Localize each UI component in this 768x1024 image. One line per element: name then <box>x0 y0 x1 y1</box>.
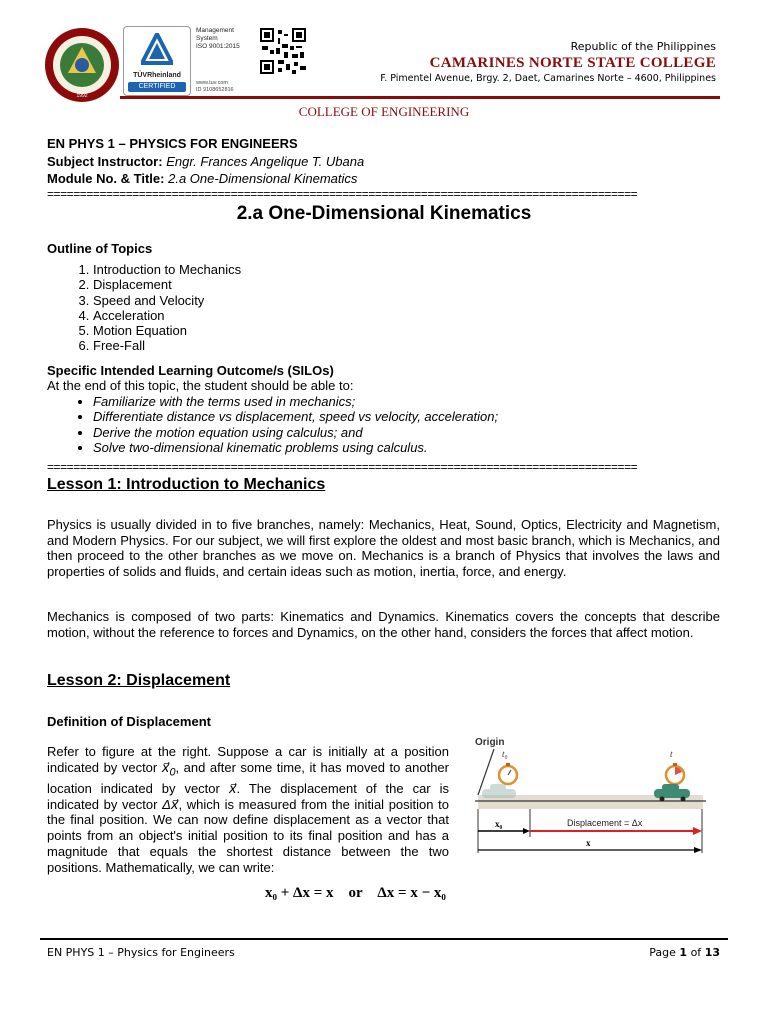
stopwatch-icon <box>499 763 517 784</box>
course-title: EN PHYS 1 – PHYSICS FOR ENGINEERS <box>47 136 298 151</box>
separator-line: ========================================================================================== <box>47 461 638 473</box>
silo-item: • Solve two-dimensional kinematic problems using calculus. <box>93 440 498 455</box>
silo-list <box>47 394 498 455</box>
outline-item: 5. Motion Equation <box>93 323 241 338</box>
silo-item: • Differentiate distance vs displacement, speed vs velocity, acceleration; <box>93 409 498 424</box>
x0-label: x₀ <box>495 819 503 829</box>
lesson1-paragraph: Mechanics is composed of two parts: Kinematics and Dynamics. Kinematics covers the concepts that describe motion, without the reference to forces and Dynamics, on the other hand, considers the forces that affect motion. <box>47 609 720 640</box>
silo-item: • Derive the motion equation using calculus; and <box>93 425 498 440</box>
separator-line: ========================================================================================== <box>47 188 638 200</box>
definition-subheading: Definition of Displacement <box>47 714 211 729</box>
department-label: COLLEGE OF ENGINEERING <box>298 104 470 119</box>
svg-text:1992: 1992 <box>76 93 88 99</box>
silo-heading: Specific Intended Learning Outcome/s (SILOs) <box>47 363 334 378</box>
college-name: CAMARINES NORTE STATE COLLEGE <box>429 55 716 71</box>
displacement-figure <box>470 733 720 861</box>
college-seal-logo <box>44 27 120 103</box>
x-label: x <box>586 838 591 848</box>
outline-item: 3. Speed and Velocity <box>93 293 241 308</box>
car-initial-icon <box>482 784 516 798</box>
module-heading: 2.a One-Dimensional Kinematics <box>236 203 532 224</box>
tuv-certification-logo <box>123 26 191 96</box>
outline-item: 1. Introduction to Mechanics <box>93 262 241 277</box>
tuv-id-label: www.tuv.com ID 9108652816 <box>196 80 234 93</box>
instructor-line: Subject Instructor: Engr. Frances Angelique T. Ubana <box>47 154 365 169</box>
outline-item: 2. Displacement <box>93 277 241 292</box>
outline-item: 6. Free-Fall <box>93 338 241 353</box>
lesson1-paragraph: Physics is usually divided in to five branches, namely: Mechanics, Heat, Sound, Optics, Electricity and Magnetism, and Modern Physics. For our subject, we will first explore the oldest and most basic branch, which is Mechanics, and then proceed to the other branches as we move on. Mechanics is a branch of Physics that involves the laws and properties of solids and fluids, and certain ideas such as motion, inertia, force, and energy. <box>47 517 720 579</box>
t-label: t <box>670 749 673 759</box>
module-line: Module No. & Title: 2.a One-Dimensional Kinematics <box>47 171 358 186</box>
college-address: F. Pimentel Avenue, Brgy. 2, Daet, Camarines Norte – 4600, Philippines <box>380 73 716 84</box>
page-indicator: Page 1 of 13 <box>649 946 720 959</box>
qr-code-icon <box>260 28 306 74</box>
outline-item: 4. Acceleration <box>93 308 241 323</box>
displacement-paragraph: Refer to figure at the right. Suppose a car is initially at a position indicated by vector $x⃗_0$, and after some time, it has moved to another location indicated by vector x⃗. The displacement of the car is indicated by vector Δx⃗, which is measured from the initial position to the final position. We can now define displacement as a vector that points from an object's initial position to its final position and has a magnitude that equals the shortest distance between the two positions. Mathematically, we can write: <box>47 744 449 875</box>
lesson1-heading: Lesson 1: Introduction to Mechanics <box>47 476 326 493</box>
outline-heading: Outline of Topics <box>47 241 153 256</box>
tuv-triangle-icon <box>141 33 173 67</box>
silo-item: • Familiarize with the terms used in mechanics; <box>93 394 498 409</box>
outline-list <box>47 262 241 354</box>
displacement-label: Displacement = Δx <box>567 818 643 828</box>
footer-divider <box>40 938 728 940</box>
origin-label: Origin <box>475 737 505 748</box>
stopwatch-icon <box>666 763 684 784</box>
tuv-certified-badge: CERTIFIED <box>128 82 186 92</box>
republic-label: Republic of the Philippines <box>570 40 716 53</box>
management-system-label: Management System ISO 9001:2015 <box>196 27 240 50</box>
displacement-equation: x₀ + Δx = x or Δx = x − x₀ <box>265 885 446 901</box>
header-divider <box>120 96 720 99</box>
lesson2-heading: Lesson 2: Displacement <box>47 672 231 689</box>
silo-intro: At the end of this topic, the student should be able to: <box>47 378 354 393</box>
footer-course: EN PHYS 1 – Physics for Engineers <box>47 946 235 959</box>
t0-label: t₀ <box>502 749 508 759</box>
tuv-brand: TÜVRheinland <box>133 72 181 79</box>
